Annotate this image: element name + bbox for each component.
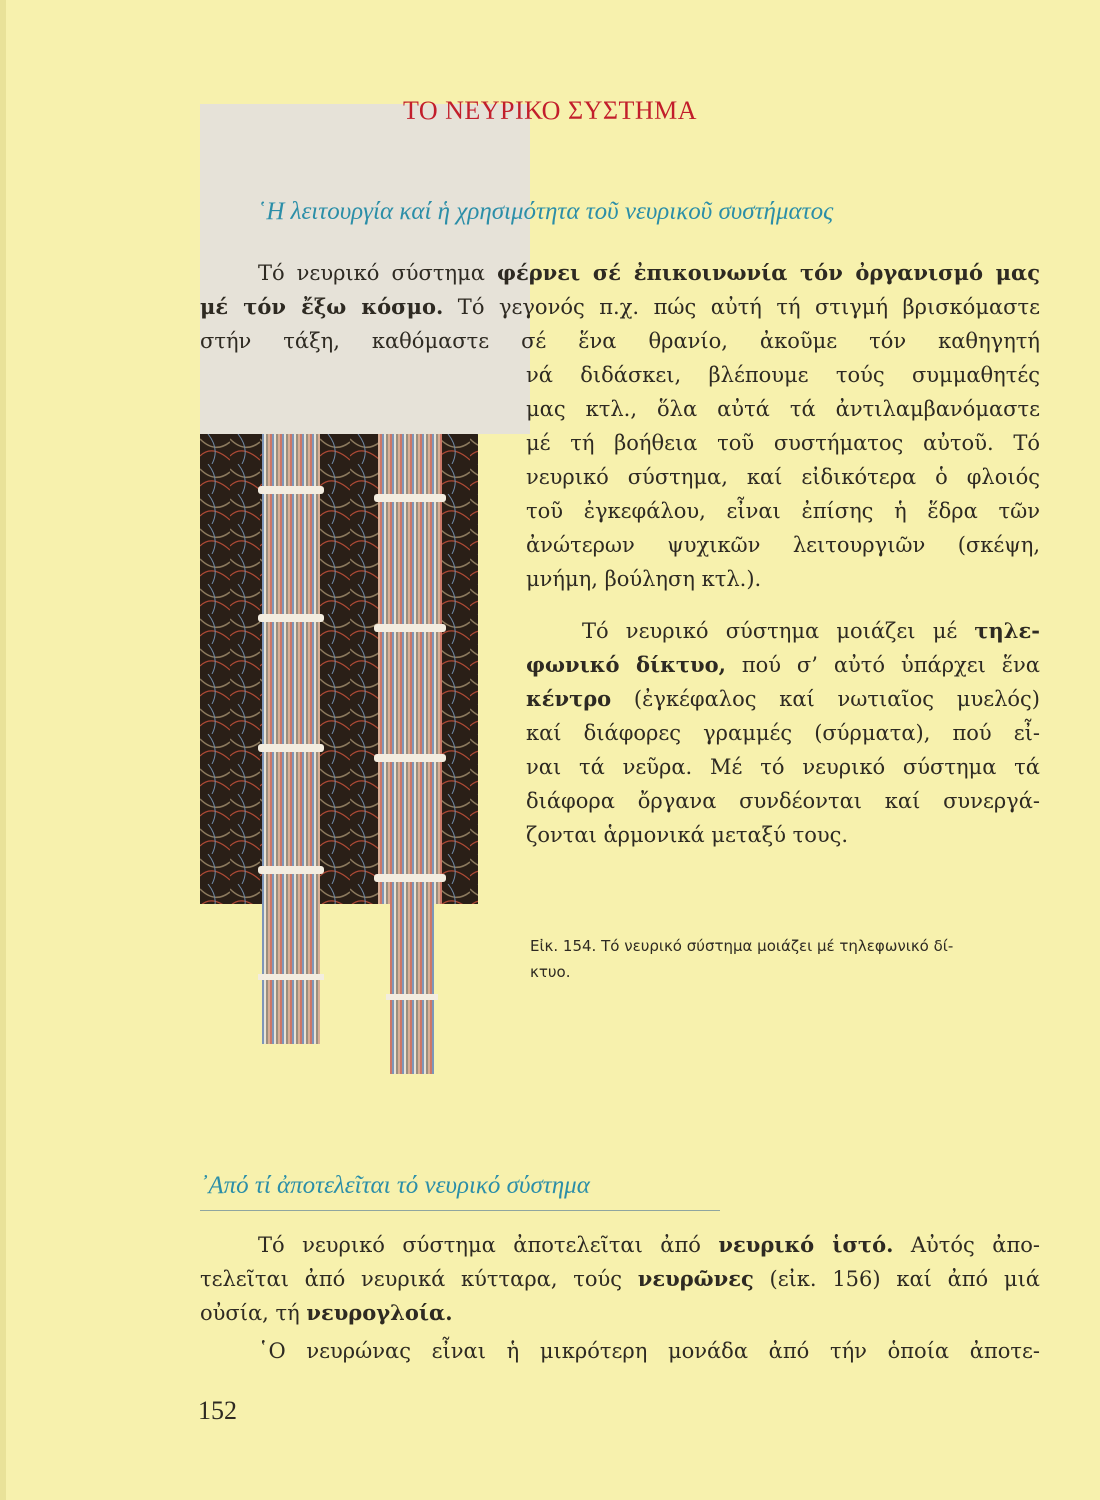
text-line: διάφορα ὄργανα συνδέονται καί συνεργά- (526, 789, 1040, 813)
text-line (526, 648, 1040, 682)
figure-telephone-cables (200, 434, 478, 1074)
text-line: νευρικό σύστημα, καί εἰδικότερα ὁ φλοιός (526, 465, 1040, 489)
text-line: ζονται ἁρμονικά μεταξύ τους. (526, 823, 849, 847)
text-run: οὐσία, τή (200, 1301, 307, 1325)
text-line (258, 256, 1040, 290)
text-line (200, 1228, 1040, 1262)
text-run: Τό νευρικό σύστημα ἀποτελεῖται ἀπό (258, 1233, 719, 1257)
text-line (200, 290, 1040, 324)
paragraph-telephone-analogy (526, 614, 1040, 852)
text-line: ναι τά νεῦρα. Μέ τό νευρικό σύστημα τά (526, 755, 1040, 779)
text-run: Τό γεγονός π.χ. πώς αὐτή τή στιγμή βρισκόμαστε (443, 295, 1040, 319)
text-line: τοῦ ἐγκεφάλου, εἶναι ἐπίσης ἡ ἕδρα τῶν (526, 499, 1040, 523)
text-run: Τό νευρικό σύστημα μοιάζει μέ (582, 619, 975, 643)
chapter-title: ΤΟ ΝΕΥΡΙΚΟ ΣΥΣΤΗΜΑ (402, 96, 698, 125)
text-run: Αὐτός ἀπο- (893, 1233, 1040, 1257)
text-line: νά διδάσκει, βλέπουμε τούς συμμαθητές (526, 363, 1040, 387)
bold-term: φέρνει σέ ἐπικοινωνία τόν ὀργανισμό μας (496, 260, 1040, 285)
paragraph-intro-column (526, 358, 1040, 596)
bold-term: τηλε- (974, 618, 1040, 643)
section-heading-composition: ᾿Από τί ἀποτελεῖται τό νευρικό σύστημα (200, 1172, 590, 1199)
text-run: Τό νευρικό σύστημα (258, 261, 497, 285)
section-heading-function: ῾Η λειτουργία καί ἡ χρησιμότητα τοῦ νευρικοῦ συστήματος (258, 198, 834, 225)
text-line: μας κτλ., ὅλα αὐτά τά ἀντιλαμβανόμαστε (526, 397, 1040, 421)
bold-term: κέντρο (526, 686, 612, 711)
text-run: πού σ’ αὐτό ὑπάρχει ἕνα (725, 653, 1040, 677)
paragraph-intro-cont (200, 324, 1040, 358)
text-run: (ἐγκέφαλος καί νωτιαῖος μυελός) (611, 687, 1040, 711)
paragraph-nervous-tissue (200, 1228, 1040, 1330)
text-line (526, 614, 1040, 648)
text-run: τελεῖται ἀπό νευρικά κύτταρα, τούς (200, 1267, 638, 1291)
text-run: (εἰκ. 156) καί ἀπό μιά (753, 1267, 1040, 1291)
bold-term: νευρικό ἱστό. (718, 1232, 894, 1257)
text-line: μέ τή βοήθεια τοῦ συστήματος αὐτοῦ. Τό (526, 431, 1040, 455)
section-divider (200, 1210, 720, 1211)
text-line (200, 1296, 1040, 1330)
bold-term: φωνικό δίκτυο, (526, 652, 726, 677)
text-line: μνήμη, βούληση κτλ.). (526, 567, 762, 591)
caption-line: κτυο. (530, 963, 571, 981)
text-line: καί διάφορες γραμμές (σύρματα), πού εἶ- (526, 721, 1040, 745)
bold-term: νευρῶνες (637, 1266, 754, 1291)
page-number: 152 (198, 1396, 237, 1425)
paragraph-neuron (258, 1334, 1040, 1368)
bold-term: νευρογλοία. (306, 1300, 453, 1325)
bold-term: μέ τόν ἔξω κόσμο. (200, 294, 444, 319)
text-line (526, 682, 1040, 716)
text-line: ἀνώτερων ψυχικῶν λειτουργιῶν (σκέψη, (526, 533, 1040, 557)
caption-line: Εἰκ. 154. Τό νευρικό σύστημα μοιάζει μέ τηλεφωνικό δί- (530, 937, 954, 955)
text-line: ῾Ο νευρώνας εἶναι ἡ μικρότερη μονάδα ἀπό τήν ὁποία ἀποτε- (258, 1339, 1040, 1363)
page-spine-shadow (0, 0, 6, 1500)
cable-photo (200, 434, 478, 1074)
figure-caption (530, 933, 1040, 985)
text-line: στήν τάξη, καθόμαστε σέ ἕνα θρανίο, ἀκοῦμε τόν καθηγητή (200, 329, 1040, 353)
text-line (200, 1262, 1040, 1296)
paragraph-intro (200, 256, 1040, 324)
